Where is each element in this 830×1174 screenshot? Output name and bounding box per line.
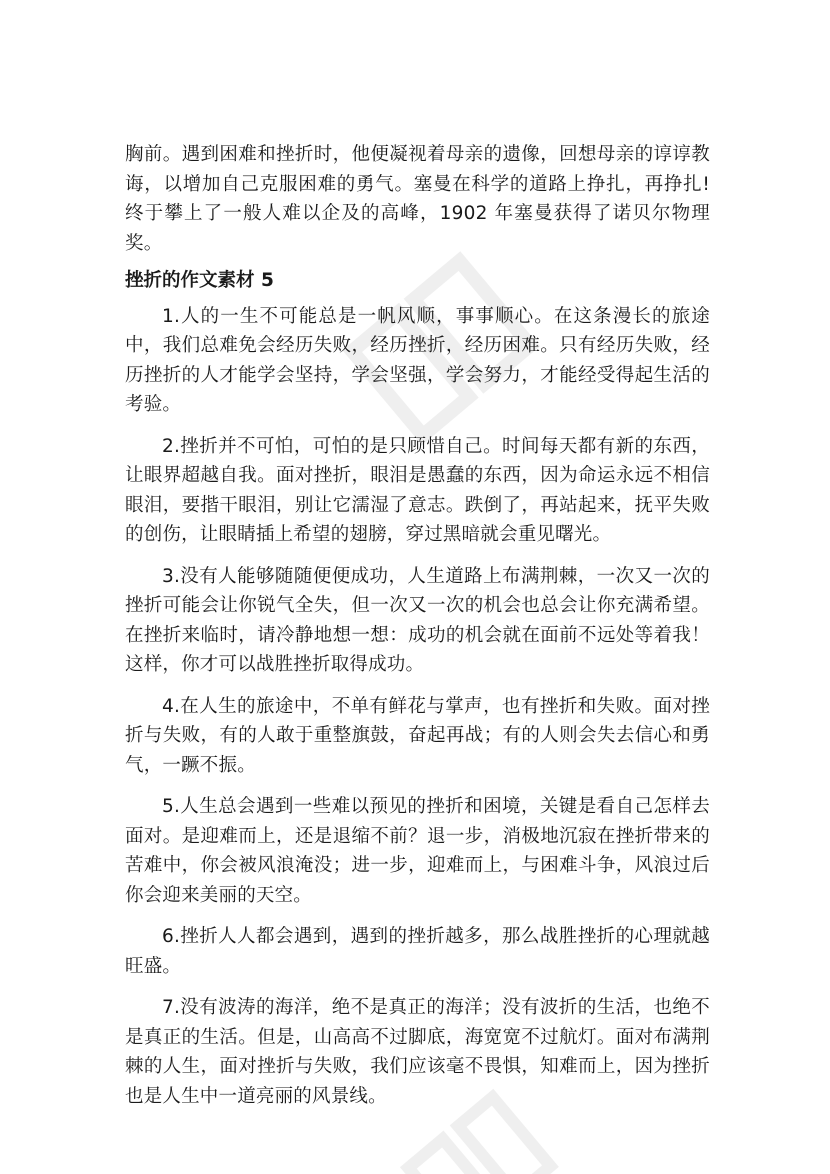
intro-paragraph: 胸前。遇到困难和挫折时，他便凝视着母亲的遗像，回想母亲的谆谆教诲，以增加自己克服困难的勇气。塞曼在科学的道路上挣扎，再挣扎!终于攀上了一般人难以企及的高峰，1902 年塞曼获得了诺贝尔物理奖。: [125, 144, 710, 254]
list-item: 6.挫折人人都会遇到，遇到的挫折越多，那么战胜挫折的心理就越旺盛。: [125, 926, 710, 977]
section-heading: 挫折的作文素材 5: [125, 270, 274, 291]
list-item: 3.没有人能够随随便便成功，人生道路上布满荆棘，一次又一次的挫折可能会让你锐气全失，但一次又一次的机会也总会让你充满希望。在挫折来临时，请冷静地想一想：成功的机会就在面前不远处等着我！这样，你才可以战胜挫折取得成功。: [125, 565, 710, 675]
list-item: 1.人的一生不可能总是一帆风顺，事事顺心。在这条漫长的旅途中，我们总难免会经历失败，经历挫折，经历困难。只有经历失败，经历挫折的人才能学会坚持，学会坚强，学会努力，才能经受得起生活的考验。: [125, 305, 710, 415]
list-item: 4.在人生的旅途中，不单有鲜花与掌声，也有挫折和失败。面对挫折与失败，有的人敢于重整旗鼓，奋起再战；有的人则会失去信心和勇气，一蹶不振。: [125, 695, 710, 776]
list-item: 7.没有波涛的海洋，绝不是真正的海洋；没有波折的生活，也绝不是真正的生活。但是，山高高不过脚底，海宽宽不过航灯。面对布满荆棘的人生，面对挫折与失败，我们应该毫不畏惧，知难而上，因为挫折也是人生中一道亮丽的风景线。: [125, 997, 710, 1107]
list-item: 5.人生总会遇到一些难以预见的挫折和困境，关键是看自己怎样去面对。是迎难而上，还是退缩不前？退一步，消极地沉寂在挫折带来的苦难中，你会被风浪淹没；进一步，迎难而上，与困难斗争，风浪过后你会迎来美丽的天空。: [125, 796, 710, 906]
document-body: [125, 140, 710, 1123]
list-item: 2.挫折并不可怕，可怕的是只顾惜自己。时间每天都有新的东西，让眼界超越自我。面对挫折，眼泪是愚蠢的东西，因为命运永远不相信眼泪，要揩干眼泪，别让它濡湿了意志。跌倒了，再站起来，抚平失败的创伤，让眼睛插上希望的翅膀，穿过黑暗就会重见曙光。: [125, 435, 710, 545]
